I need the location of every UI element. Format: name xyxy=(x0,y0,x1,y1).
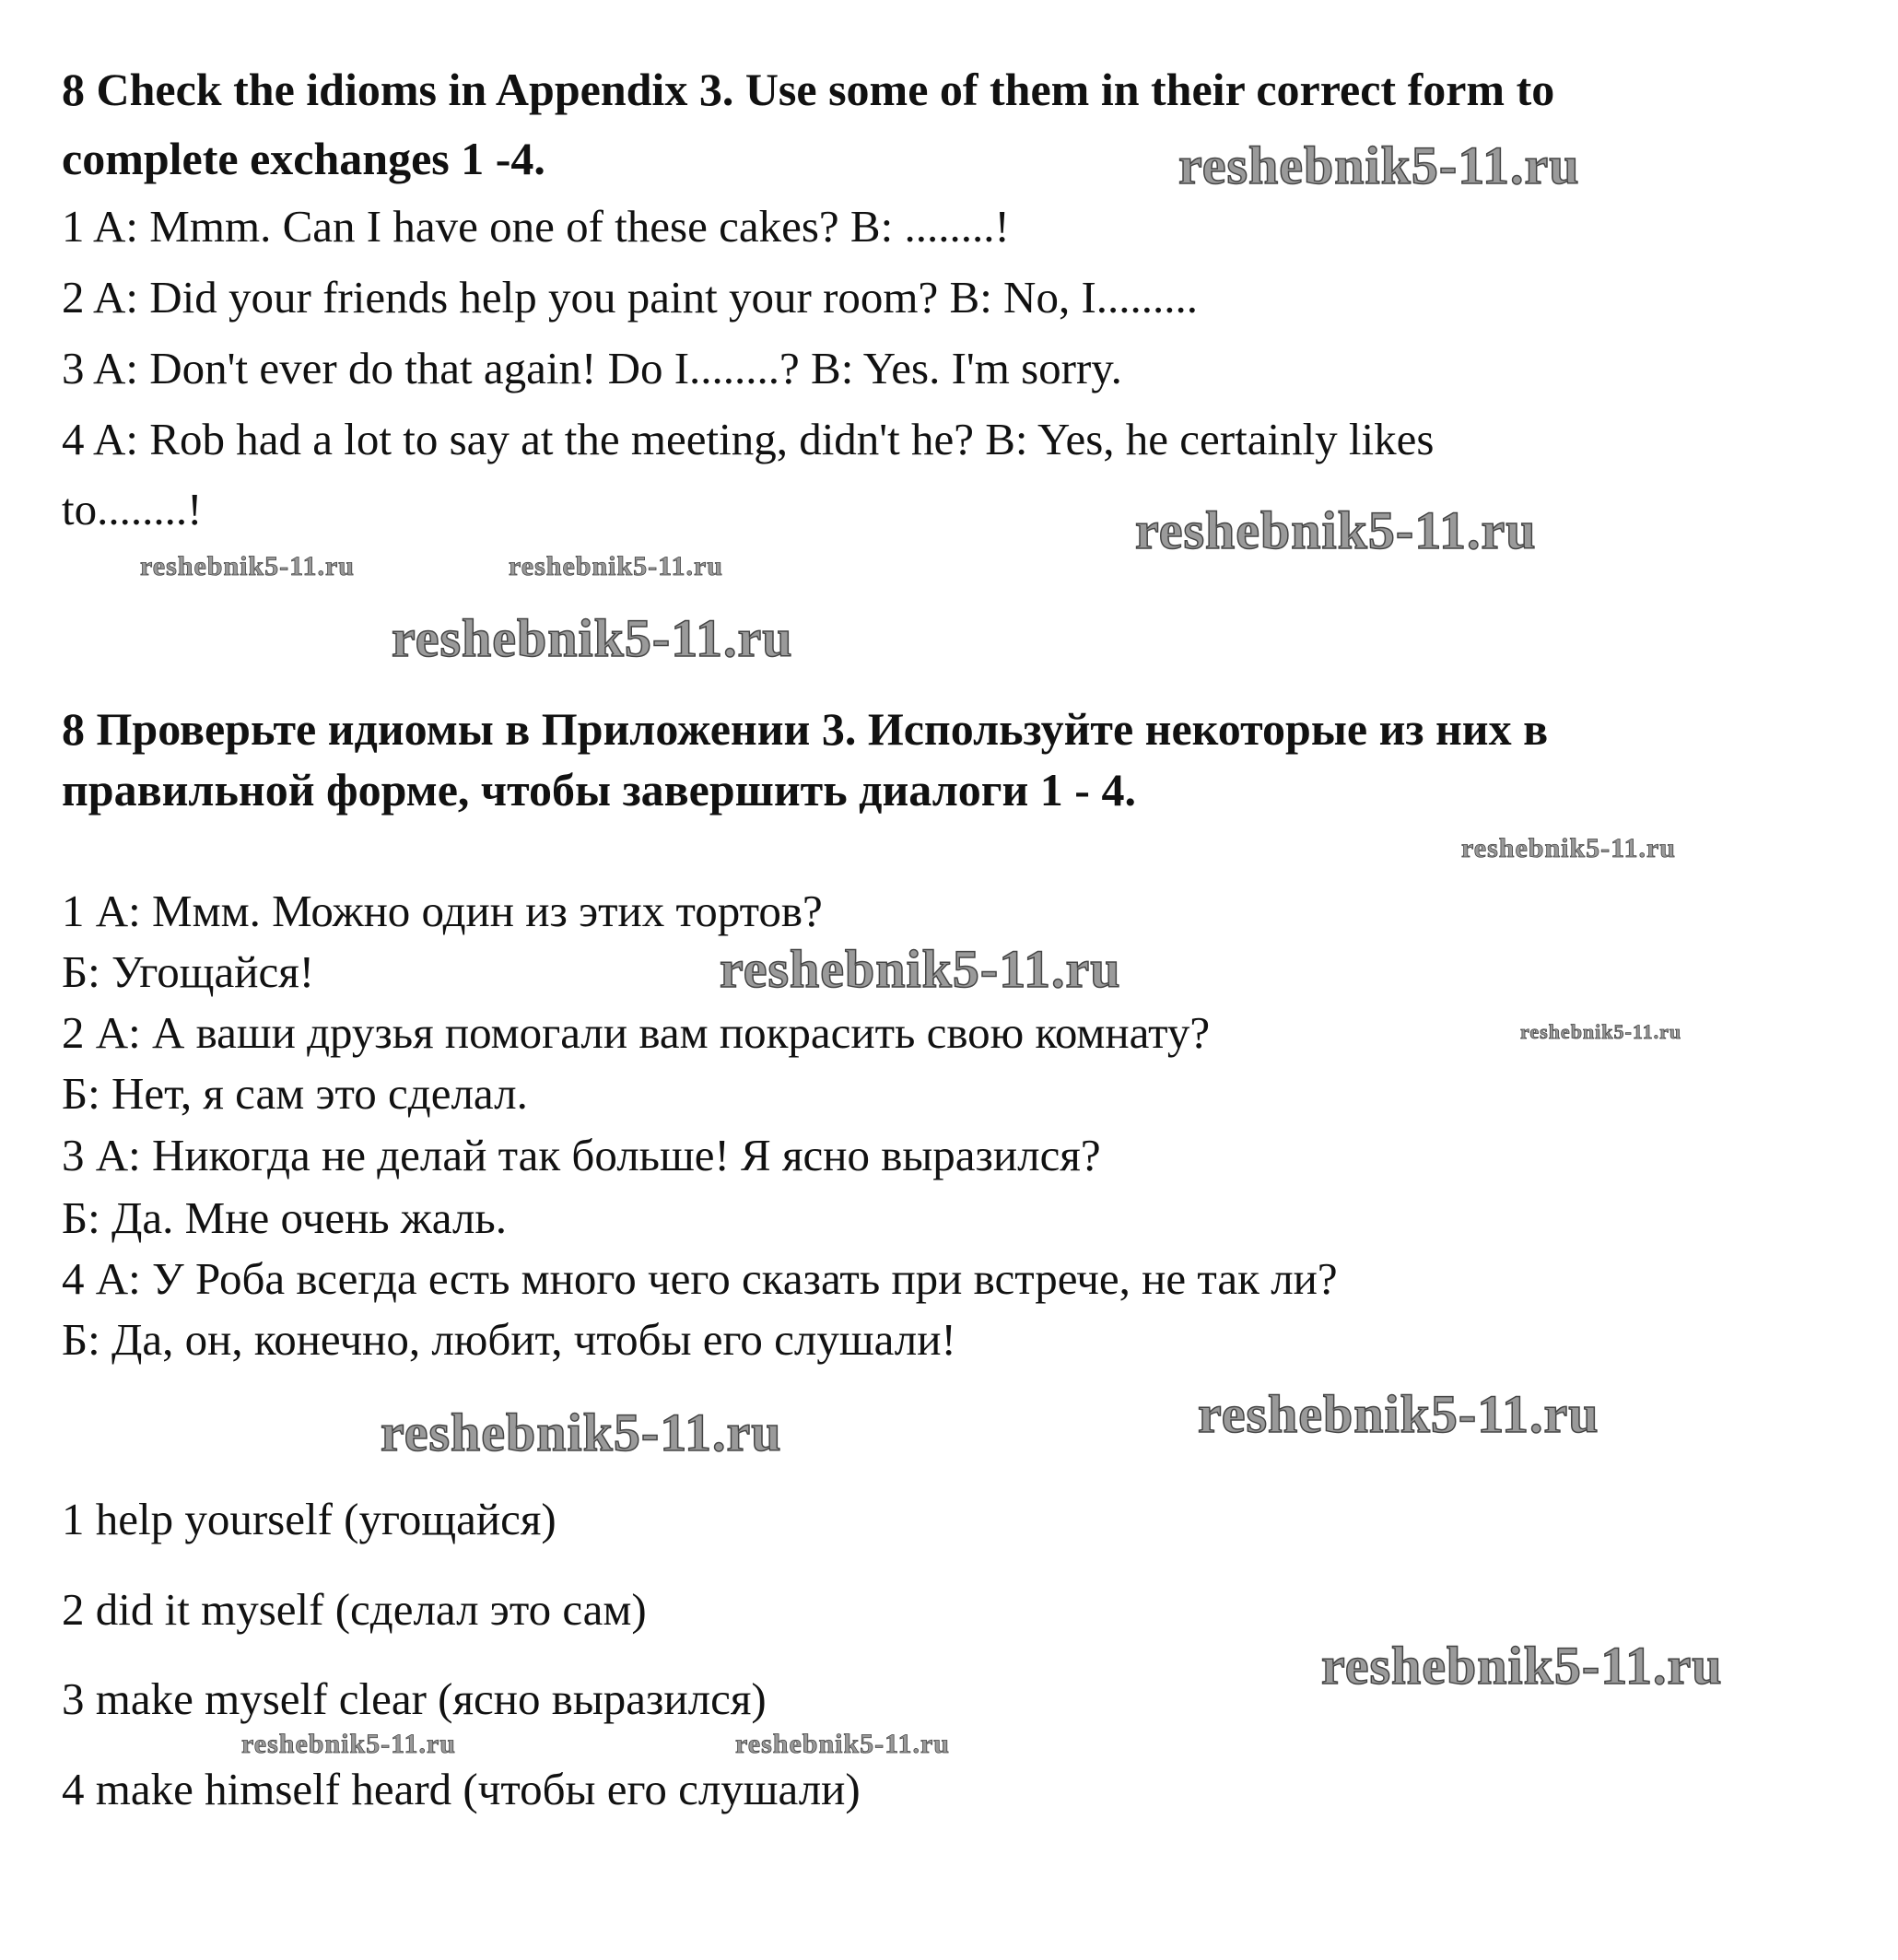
watermark: reshebnik5-11.ru xyxy=(1321,1636,1723,1696)
english-line: 3 A: Don't ever do that again! Do I........? B: Yes. I'm sorry. xyxy=(62,343,1122,393)
watermark: reshebnik5-11.ru xyxy=(381,1403,782,1462)
english-heading-line-2: complete exchanges 1 -4. xyxy=(62,133,545,184)
russian-line: 1 А: Ммм. Можно один из этих тортов? xyxy=(62,886,823,936)
answer-line: 4 make himself heard (чтобы его слушали) xyxy=(62,1764,861,1814)
answer-line: 1 help yourself (угощайся) xyxy=(62,1494,557,1544)
english-line: 4 A: Rob had a lot to say at the meeting, didn't he? B: Yes, he certainly likes xyxy=(62,414,1435,464)
russian-line: Б: Нет, я сам это сделал. xyxy=(62,1068,528,1119)
russian-heading-line-2: правильной форме, чтобы завершить диалоги 1 - 4. xyxy=(62,764,1136,816)
english-line: 1 A: Mmm. Can I have one of these cakes? B: ........! xyxy=(62,201,1010,252)
answer-line: 2 did it myself (сделал это сам) xyxy=(62,1584,647,1635)
watermark: reshebnik5-11.ru xyxy=(392,608,793,668)
english-heading-line-1: 8 Check the idioms in Appendix 3. Use some of them in their correct form to xyxy=(62,64,1555,115)
watermark: reshebnik5-11.ru xyxy=(1135,500,1537,560)
russian-line: 4 А: У Роба всегда есть много чего сказать при встрече, не так ли? xyxy=(62,1253,1338,1304)
russian-line: Б: Угощайся! xyxy=(62,946,315,997)
watermark: reshebnik5-11.ru xyxy=(1520,1020,1682,1043)
russian-line: 2 А: А ваши друзья помогали вам покрасить свою комнату? xyxy=(62,1007,1211,1058)
watermark: reshebnik5-11.ru xyxy=(735,1729,950,1759)
answer-line: 3 make myself clear (ясно выразился) xyxy=(62,1673,767,1724)
watermark: reshebnik5-11.ru xyxy=(1198,1384,1599,1444)
english-line: to........! xyxy=(62,484,203,534)
watermark: reshebnik5-11.ru xyxy=(140,551,355,581)
russian-heading-line-1: 8 Проверьте идиомы в Приложении 3. Используйте некоторые из них в xyxy=(62,703,1549,755)
watermark: reshebnik5-11.ru xyxy=(1461,833,1676,863)
watermark: reshebnik5-11.ru xyxy=(720,939,1121,999)
watermark: reshebnik5-11.ru xyxy=(509,551,723,581)
english-line: 2 A: Did your friends help you paint your room? B: No, I......... xyxy=(62,272,1199,323)
russian-line: 3 А: Никогда не делай так больше! Я ясно выразился? xyxy=(62,1130,1101,1180)
watermark: reshebnik5-11.ru xyxy=(1178,135,1580,195)
russian-line: Б: Да. Мне очень жаль. xyxy=(62,1192,507,1243)
watermark: reshebnik5-11.ru xyxy=(241,1729,456,1759)
russian-line: Б: Да, он, конечно, любит, чтобы его слушали! xyxy=(62,1314,956,1365)
